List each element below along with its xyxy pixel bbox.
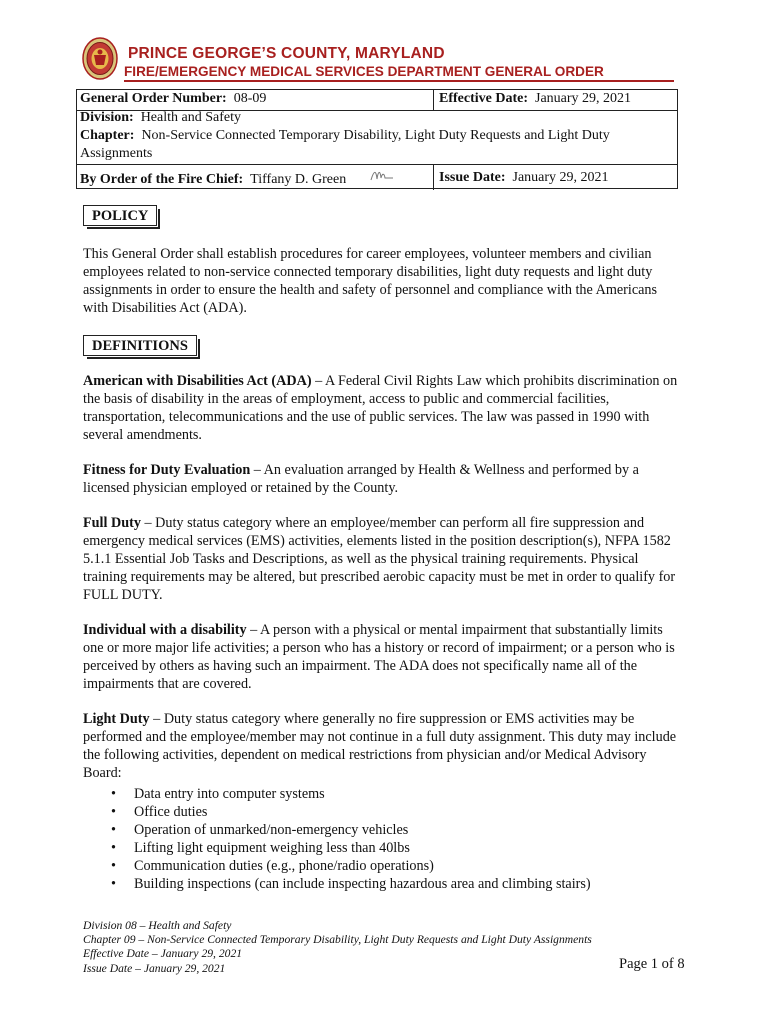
definition-fitness-for-duty: Fitness for Duty Evaluation – An evaluation arranged by Health & Wellness and performed by a licensed physician employed or retained by the County. <box>83 462 639 496</box>
page-number: Page 1 of 8 <box>619 956 685 972</box>
by-order-of-fire-chief: By Order of the Fire Chief: Tiffany D. Green <box>80 172 347 187</box>
chapter-continued: Assignments <box>80 146 153 161</box>
definition-individual-with-disability: Individual with a disability – A person with a physical or mental impairment that substantially limits one or more major life activities; a person who has a history or record of impairment; or a person who is perceived by others as having such an impairment. The ADA does not specifically name all of the impairments that are covered. <box>83 622 675 692</box>
list-item: • Operation of unmarked/non-emergency vehicles <box>83 822 683 840</box>
general-order-info-box <box>76 89 678 189</box>
list-item: • Data entry into computer systems <box>83 786 683 804</box>
footer-effective-date: Effective Date – January 29, 2021 <box>83 947 243 961</box>
signature-icon <box>369 166 395 184</box>
light-duty-activity-list <box>83 786 683 893</box>
chapter: Chapter: Non-Service Connected Temporary Disability, Light Duty Requests and Light Duty <box>80 128 610 143</box>
info-divider-top <box>433 90 434 110</box>
general-order-number: General Order Number: 08-09 <box>80 91 267 106</box>
division: Division: Health and Safety <box>80 110 241 125</box>
definitions-heading: DEFINITIONS <box>83 335 197 356</box>
policy-heading: POLICY <box>83 205 157 226</box>
footer-chapter: Chapter 09 – Non-Service Connected Temporary Disability, Light Duty Requests and Light Duty Assignments <box>83 933 592 947</box>
list-item: • Building inspections (can include inspecting hazardous area and climbing stairs) <box>83 876 683 894</box>
page-footer <box>83 919 592 976</box>
list-item: • Communication duties (e.g., phone/radio operations) <box>83 858 683 876</box>
definition-ada: American with Disabilities Act (ADA) – A Federal Civil Rights Law which prohibits discrimination on the basis of disability in the areas of employment, access to public and commercial facilities, transportation, telecommunications and the use of public services. The law was passed in 1990 with several amendments. <box>83 373 678 443</box>
header-rule <box>124 80 674 82</box>
header-county-title: PRINCE GEORGE’S COUNTY, MARYLAND <box>128 45 445 62</box>
footer-issue-date: Issue Date – January 29, 2021 <box>83 961 226 975</box>
footer-division: Division 08 – Health and Safety <box>83 919 232 932</box>
info-row-divider-2 <box>77 164 677 165</box>
policy-text: This General Order shall establish procedures for career employees, volunteer members and civilian employees related to non-service connected temporary disabilities, light duty requests and light duty assignments in order to ensure the health and safety of personnel and compliance with the Americans with Disabilities Act (ADA). <box>83 246 658 316</box>
header-department-title: FIRE/EMERGENCY MEDICAL SERVICES DEPARTMENT GENERAL ORDER <box>124 64 604 79</box>
info-divider-bottom <box>433 164 434 190</box>
effective-date: Effective Date: January 29, 2021 <box>439 91 632 106</box>
definition-light-duty: Light Duty – Duty status category where generally no fire suppression or EMS activities may be performed and the employee/member may not continue in a full duty assignment. This duty may include the following activities, dependent on medical restrictions from physician and/or Medical Advisory Board: <box>83 711 677 781</box>
list-item: • Office duties <box>83 804 683 822</box>
definition-full-duty: Full Duty – Duty status category where an employee/member can perform all fire suppression and emergency medical services (EMS) activities, elements listed in the position description(s), NFPA 1582 5.1.1 Essential Job Tasks and Descriptions, as well as the physical training requirements. Physical training requirements may be altered, but prescribed aerobic capacity must be met in order to qualify for FULL DUTY. <box>83 515 676 603</box>
list-item: • Lifting light equipment weighing less than 40lbs <box>83 840 683 858</box>
county-seal-logo <box>82 37 118 80</box>
issue-date: Issue Date: January 29, 2021 <box>439 170 609 185</box>
